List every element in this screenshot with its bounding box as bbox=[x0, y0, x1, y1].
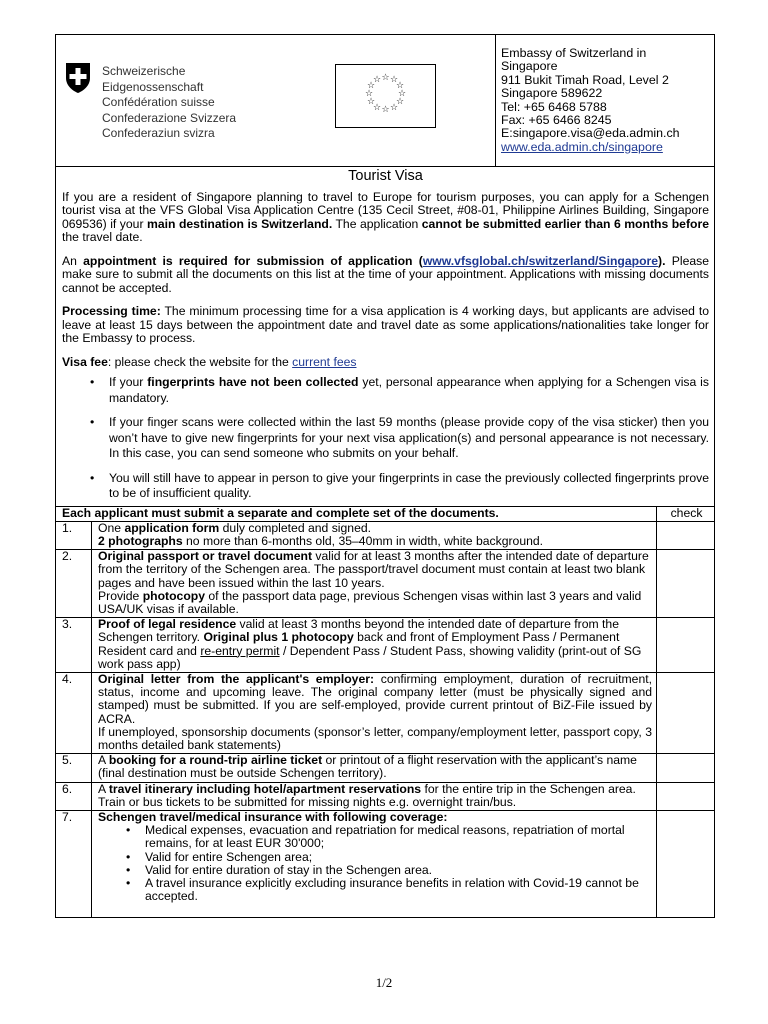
intro-paragraph: If you are a resident of Singapore planning to travel to Europe for tourism purposes, you can apply for a Schengen tourist visa at the VFS Global Visa Application Centre (135 Cecil Street, #08-01, Philippine Airlines Building, Singapore 069536) if your main destination is Switzerland. The application cannot be submitted earlier than 6 months before the travel date. bbox=[62, 189, 709, 244]
embassy-website-link[interactable]: www.eda.admin.ch/singapore bbox=[501, 139, 663, 154]
eu-flag-box bbox=[276, 35, 495, 166]
svg-text:☆: ☆ bbox=[364, 89, 374, 99]
current-fees-link[interactable]: current fees bbox=[292, 354, 357, 369]
bullet-icon: • bbox=[90, 375, 95, 389]
page-number: 1/2 bbox=[375, 975, 393, 990]
insurance-coverage-list bbox=[98, 824, 652, 903]
checklist-header: Each applicant must submit a separate and complete set of the documents. bbox=[56, 506, 657, 521]
bullet-icon: • bbox=[126, 823, 131, 838]
eu-flag-icon bbox=[335, 64, 436, 128]
swiss-confederation-logo bbox=[56, 35, 276, 166]
letterhead bbox=[56, 35, 714, 167]
visa-fee-paragraph: Visa fee: please check the website for the current fees bbox=[62, 354, 357, 369]
document-frame bbox=[55, 34, 715, 918]
svg-text:☆: ☆ bbox=[389, 103, 399, 113]
bullet-icon: • bbox=[90, 470, 95, 485]
table-row: 4. Original letter from the applicant's employer: confirming employment, duration of recruitment, status, income and upcoming leave. The original company letter (must be physically signed and stamped) must be submitted. If you are self-employed, provide current printout of BiZ-File issued by ACRA. If unemployed, sponsorship documents (sponsor’s letter, company/employment letter, passport copy, 3 months detailed bank statements) bbox=[56, 672, 715, 753]
svg-text:☆: ☆ bbox=[366, 81, 376, 91]
svg-text:☆: ☆ bbox=[381, 73, 390, 83]
svg-text:☆: ☆ bbox=[372, 103, 382, 113]
documents-checklist bbox=[55, 506, 715, 919]
list-item: • A travel insurance explicitly excluding insurance benefits in relation with Covid-19 cannot be accepted. bbox=[126, 875, 639, 904]
table-row: 5. A booking for a round-trip airline ticket or printout of a flight reservation with the applicant’s name (final destination must be outside Schengen territory). bbox=[56, 754, 715, 782]
bullet-icon: • bbox=[90, 415, 95, 429]
table-header-row bbox=[56, 506, 715, 521]
check-box[interactable] bbox=[657, 754, 715, 782]
check-column-header: check bbox=[657, 506, 715, 521]
svg-text:☆: ☆ bbox=[372, 75, 382, 85]
svg-text:☆: ☆ bbox=[366, 97, 376, 107]
table-row: 3. Proof of legal residence valid at least 3 months beyond the intended date of departure from the Schengen territory. Original plus 1 photocopy back and front of Employment Pass / Permanent Resident card and re-entry permit / Dependent Pass / Student Pass, showing validity (print-out of SG work pass app) bbox=[56, 618, 715, 673]
check-box[interactable] bbox=[657, 521, 715, 549]
list-item: • You will still have to appear in person to give your fingerprints in case the previously collected fingerprints prove to be of insufficient quality. bbox=[90, 470, 709, 500]
fingerprint-notes bbox=[62, 375, 709, 502]
table-row: 7. Schengen travel/medical insurance with following coverage: • Medical expenses, evacuation and repatriation for medical reasons, repatriation of mortal remains, for at least EUR 30'000; • Valid for entire Schengen area; • Valid for entire duration of stay in the Schengen area. • A travel insurance explicitly excluding insurance benefits in relation with Covid-19 cannot be accepted. bbox=[56, 810, 715, 917]
check-box[interactable] bbox=[657, 810, 715, 917]
svg-text:☆: ☆ bbox=[381, 105, 390, 115]
visa-info bbox=[56, 170, 714, 502]
page-title: Tourist Visa bbox=[348, 168, 423, 184]
check-box[interactable] bbox=[657, 550, 715, 618]
processing-time-paragraph: Processing time: The minimum processing time for a visa application is 4 working days, but applicants are advised to leave at least 15 days between the appointment date and travel date as some applications/nationalities take longer for the Embassy to process. bbox=[62, 304, 709, 345]
svg-text:☆: ☆ bbox=[395, 81, 405, 91]
table-row: 1. One application form duly completed and signed. 2 photographs no more than 6-months old, 35–40mm in width, white background. bbox=[56, 521, 715, 549]
table-row: 2. Original passport or travel document valid for at least 3 months after the intended date of departure from the territory of the Schengen area. The passport/travel document must contain at least two blank pages and have been issued within the last 10 years. Provide photocopy of the passport data page, previous Schengen visas within last 3 years and valid USA/UK visas if available. bbox=[56, 550, 715, 618]
svg-text:☆: ☆ bbox=[397, 89, 407, 99]
embassy-address: Embassy of Switzerland in Singapore 911 Bukit Timah Road, Level 2 Singapore 589622 Tel: +65 6468 5788 Fax: +65 6466 8245 E:singapore.visa@eda.admin.ch www.eda.admin.ch/singapore bbox=[495, 35, 714, 166]
svg-text:☆: ☆ bbox=[395, 97, 405, 107]
list-item: • Medical expenses, evacuation and repatriation for medical reasons, repatriation of mortal remains, for at least EUR 30'000; bbox=[126, 823, 625, 851]
bullet-icon: • bbox=[126, 849, 131, 864]
list-item: • Valid for entire duration of stay in the Schengen area. bbox=[126, 862, 433, 877]
list-item: • If your finger scans were collected within the last 59 months (please provide copy of the visa sticker) then you won’t have to give new fingerprints for your next visa application(s) and personal appearance is not necessary. In this case, you can send someone who submits on your behalf. bbox=[90, 415, 709, 460]
swiss-coat-of-arms-icon bbox=[65, 62, 91, 94]
bullet-icon: • bbox=[126, 875, 131, 890]
appointment-paragraph: An appointment is required for submission of application (www.vfsglobal.ch/switzerland/Singapore). Please make sure to submit all the documents on this list at the time of your appointment. Applications with missing documents cannot be accepted. bbox=[62, 253, 709, 295]
vfs-global-link[interactable]: www.vfsglobal.ch/switzerland/Singapore bbox=[422, 253, 659, 268]
confederation-names: Schweizerische Eidgenossenschaft Confédération suisse Confederazione Svizzera Confederaziun svizra bbox=[102, 64, 237, 140]
check-box[interactable] bbox=[657, 672, 715, 753]
list-item: • If your fingerprints have not been collected yet, personal appearance when applying for a Schengen visa is mandatory. bbox=[90, 375, 709, 405]
check-box[interactable] bbox=[657, 618, 715, 673]
document-page bbox=[55, 34, 715, 918]
svg-text:☆: ☆ bbox=[389, 75, 399, 85]
bullet-icon: • bbox=[126, 862, 131, 877]
list-item: • Valid for entire Schengen area; bbox=[126, 849, 313, 864]
table-row: 6. A travel itinerary including hotel/apartment reservations for the entire trip in the Schengen area. Train or bus tickets to be submitted for missing nights e.g. overnight train/bus. bbox=[56, 782, 715, 810]
check-box[interactable] bbox=[657, 782, 715, 810]
